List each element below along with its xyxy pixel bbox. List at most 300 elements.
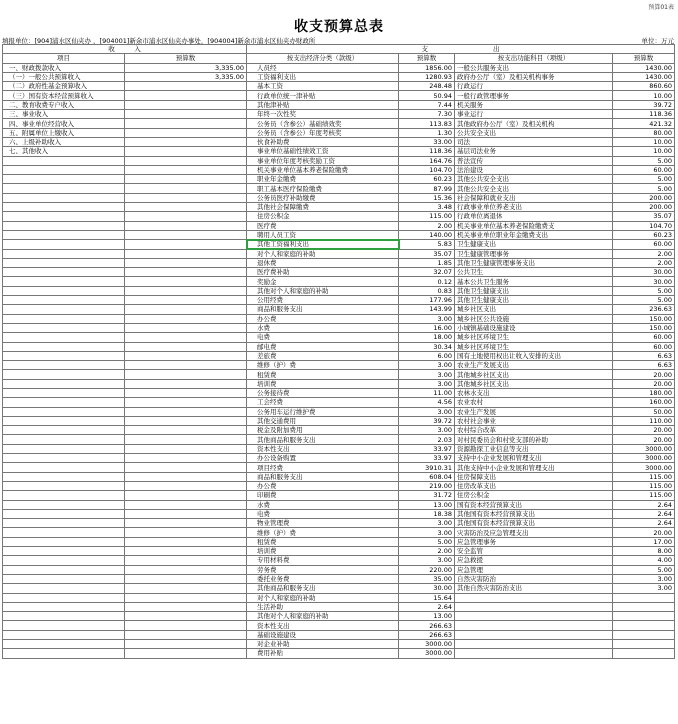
func-amount-cell[interactable]: 160.00	[613, 398, 675, 407]
income-amount-cell[interactable]	[125, 388, 247, 397]
func-item-cell[interactable]: 行政运行	[455, 82, 613, 91]
econ-amount-cell[interactable]: 7.44	[399, 100, 455, 109]
econ-item-cell[interactable]: 对企业补助	[247, 640, 399, 649]
income-amount-cell[interactable]	[125, 268, 247, 277]
func-amount-cell[interactable]	[613, 602, 675, 611]
econ-item-cell[interactable]: 医疗费补助	[247, 268, 399, 277]
income-amount-cell[interactable]	[125, 110, 247, 119]
econ-amount-cell[interactable]: 0.83	[399, 286, 455, 295]
income-item-cell[interactable]	[3, 574, 125, 583]
econ-item-cell[interactable]: 办公设备购置	[247, 454, 399, 463]
func-amount-cell[interactable]	[613, 640, 675, 649]
econ-item-cell[interactable]: 聘用人员工资	[247, 230, 399, 239]
income-amount-cell[interactable]	[125, 491, 247, 500]
econ-amount-cell[interactable]: 219.00	[399, 481, 455, 490]
income-amount-cell[interactable]	[125, 212, 247, 221]
income-amount-cell[interactable]	[125, 407, 247, 416]
income-amount-cell[interactable]	[125, 602, 247, 611]
income-amount-cell[interactable]	[125, 165, 247, 174]
econ-item-cell[interactable]: 其他对个人和家庭的补助	[247, 612, 399, 621]
income-item-cell[interactable]	[3, 342, 125, 351]
income-item-cell[interactable]	[3, 230, 125, 239]
func-item-cell[interactable]: 应急管理	[455, 565, 613, 574]
func-amount-cell[interactable]: 200.00	[613, 203, 675, 212]
econ-item-cell[interactable]: 对个人和家庭的补助	[247, 593, 399, 602]
func-amount-cell[interactable]: 150.00	[613, 323, 675, 332]
econ-item-cell[interactable]: 工资福利支出	[247, 72, 399, 81]
income-amount-cell[interactable]	[125, 351, 247, 360]
econ-item-cell[interactable]: 年终一次性奖	[247, 110, 399, 119]
econ-item-cell[interactable]: 人员经	[247, 63, 399, 72]
func-item-cell[interactable]: 公共卫生	[455, 268, 613, 277]
func-amount-cell[interactable]: 3.00	[613, 574, 675, 583]
func-amount-cell[interactable]: 60.23	[613, 230, 675, 239]
income-item-cell[interactable]	[3, 370, 125, 379]
econ-amount-cell[interactable]: 608.04	[399, 472, 455, 481]
income-amount-cell[interactable]	[125, 640, 247, 649]
func-amount-cell[interactable]: 8.00	[613, 547, 675, 556]
econ-amount-cell[interactable]: 50.94	[399, 91, 455, 100]
income-amount-cell[interactable]: 3,335.00	[125, 63, 247, 72]
econ-item-cell[interactable]: 公务员（含参公）基础绩效奖	[247, 119, 399, 128]
func-item-cell[interactable]: 其他公共安全支出	[455, 184, 613, 193]
econ-amount-cell[interactable]: 1.85	[399, 258, 455, 267]
econ-item-cell[interactable]: 对个人和家庭的补助	[247, 249, 399, 258]
func-item-cell[interactable]: 城乡社区环境卫生	[455, 342, 613, 351]
income-item-cell[interactable]	[3, 444, 125, 453]
func-item-cell[interactable]: 社会保障和就业支出	[455, 193, 613, 202]
econ-amount-cell[interactable]: 18.00	[399, 333, 455, 342]
func-item-cell[interactable]: 其他国有资本经营预算支出	[455, 519, 613, 528]
income-item-cell[interactable]	[3, 565, 125, 574]
func-amount-cell[interactable]	[613, 593, 675, 602]
func-amount-cell[interactable]: 2.64	[613, 519, 675, 528]
func-item-cell[interactable]: 农村综合改革	[455, 426, 613, 435]
func-item-cell[interactable]: 应急救援	[455, 556, 613, 565]
income-item-cell[interactable]	[3, 584, 125, 593]
income-amount-cell[interactable]	[125, 323, 247, 332]
func-item-cell[interactable]: 城乡社区公共设施	[455, 314, 613, 323]
func-amount-cell[interactable]	[613, 612, 675, 621]
func-amount-cell[interactable]: 17.00	[613, 537, 675, 546]
func-amount-cell[interactable]: 10.00	[613, 137, 675, 146]
econ-amount-cell[interactable]: 3.48	[399, 203, 455, 212]
income-amount-cell[interactable]	[125, 519, 247, 528]
func-item-cell[interactable]	[455, 621, 613, 630]
func-item-cell[interactable]: 农村社会事业	[455, 416, 613, 425]
func-item-cell[interactable]: 安全监管	[455, 547, 613, 556]
func-item-cell[interactable]: 基本公共卫生服务	[455, 277, 613, 286]
econ-amount-cell[interactable]: 113.83	[399, 119, 455, 128]
func-item-cell[interactable]: 其他国有资本经营预算支出	[455, 509, 613, 518]
func-item-cell[interactable]: 机关事业单位基本养老保险缴费支	[455, 221, 613, 230]
income-amount-cell[interactable]	[125, 584, 247, 593]
econ-amount-cell[interactable]: 266.63	[399, 630, 455, 639]
econ-item-cell[interactable]: 水费	[247, 500, 399, 509]
income-item-cell[interactable]	[3, 630, 125, 639]
func-item-cell[interactable]: 农业农村	[455, 398, 613, 407]
income-item-cell[interactable]	[3, 481, 125, 490]
income-amount-cell[interactable]	[125, 221, 247, 230]
econ-item-cell[interactable]: 公务用车运行维护费	[247, 407, 399, 416]
econ-amount-cell[interactable]: 143.99	[399, 305, 455, 314]
func-amount-cell[interactable]: 104.70	[613, 221, 675, 230]
income-amount-cell[interactable]	[125, 156, 247, 165]
econ-amount-cell[interactable]: 3.00	[399, 528, 455, 537]
econ-item-cell[interactable]: 费用补贴	[247, 649, 399, 658]
func-amount-cell[interactable]: 5.00	[613, 184, 675, 193]
income-amount-cell[interactable]	[125, 472, 247, 481]
income-amount-cell[interactable]	[125, 630, 247, 639]
econ-item-cell[interactable]: 其他商品和服务支出	[247, 584, 399, 593]
econ-amount-cell[interactable]: 31.72	[399, 491, 455, 500]
func-item-cell[interactable]: 其他卫生健康支出	[455, 286, 613, 295]
func-item-cell[interactable]: 其他城乡社区支出	[455, 370, 613, 379]
func-amount-cell[interactable]: 5.00	[613, 286, 675, 295]
income-item-cell[interactable]	[3, 221, 125, 230]
econ-amount-cell[interactable]: 0.12	[399, 277, 455, 286]
econ-amount-cell[interactable]: 3.00	[399, 361, 455, 370]
econ-amount-cell[interactable]: 39.72	[399, 416, 455, 425]
income-item-cell[interactable]	[3, 175, 125, 184]
econ-item-cell[interactable]: 工会经费	[247, 398, 399, 407]
func-amount-cell[interactable]: 5.00	[613, 156, 675, 165]
func-amount-cell[interactable]: 5.00	[613, 175, 675, 184]
income-item-cell[interactable]	[3, 323, 125, 332]
econ-amount-cell[interactable]: 6.00	[399, 351, 455, 360]
income-amount-cell[interactable]	[125, 203, 247, 212]
func-item-cell[interactable]: 普法宣传	[455, 156, 613, 165]
econ-item-cell[interactable]: 事业单位年度考核奖励工资	[247, 156, 399, 165]
income-item-cell[interactable]: 三、事业收入	[3, 110, 125, 119]
func-item-cell[interactable]	[455, 649, 613, 658]
econ-amount-cell[interactable]: 3910.31	[399, 463, 455, 472]
func-amount-cell[interactable]: 20.00	[613, 435, 675, 444]
econ-amount-cell[interactable]: 3.00	[399, 370, 455, 379]
func-item-cell[interactable]: 行政单位离退休	[455, 212, 613, 221]
income-item-cell[interactable]	[3, 491, 125, 500]
econ-amount-cell[interactable]: 3000.00	[399, 640, 455, 649]
income-item-cell[interactable]	[3, 258, 125, 267]
econ-amount-cell[interactable]: 7.30	[399, 110, 455, 119]
func-item-cell[interactable]: 一般公共服务支出	[455, 63, 613, 72]
income-item-cell[interactable]: （三）国有资本经营预算收入	[3, 91, 125, 100]
func-item-cell[interactable]: 资源勘探工业信息等支出	[455, 444, 613, 453]
econ-amount-cell[interactable]: 115.00	[399, 212, 455, 221]
econ-item-cell[interactable]: 维修（护）费	[247, 361, 399, 370]
income-amount-cell[interactable]	[125, 556, 247, 565]
econ-amount-cell[interactable]: 11.00	[399, 388, 455, 397]
econ-item-cell[interactable]: 公务员（含参公）年度考核奖	[247, 128, 399, 137]
income-item-cell[interactable]: 二、教育收费专户收入	[3, 100, 125, 109]
func-amount-cell[interactable]	[613, 621, 675, 630]
income-item-cell[interactable]	[3, 193, 125, 202]
econ-amount-cell[interactable]: 13.00	[399, 500, 455, 509]
econ-item-cell[interactable]: 伙食补助费	[247, 137, 399, 146]
func-amount-cell[interactable]	[613, 630, 675, 639]
func-item-cell[interactable]: 住房保障支出	[455, 472, 613, 481]
econ-item-cell[interactable]: 资本性支出	[247, 444, 399, 453]
income-item-cell[interactable]	[3, 156, 125, 165]
income-item-cell[interactable]: （一）一般公共预算收入	[3, 72, 125, 81]
income-amount-cell[interactable]	[125, 128, 247, 137]
func-amount-cell[interactable]: 60.00	[613, 342, 675, 351]
econ-amount-cell[interactable]: 5.83	[399, 240, 455, 249]
func-amount-cell[interactable]: 3.00	[613, 584, 675, 593]
econ-item-cell[interactable]: 奖励金	[247, 277, 399, 286]
income-amount-cell[interactable]	[125, 416, 247, 425]
func-item-cell[interactable]: 国有资本经营预算支出	[455, 500, 613, 509]
func-amount-cell[interactable]: 3000.00	[613, 454, 675, 463]
income-item-cell[interactable]	[3, 351, 125, 360]
econ-item-cell[interactable]: 其他商品和服务支出	[247, 435, 399, 444]
income-item-cell[interactable]	[3, 286, 125, 295]
income-amount-cell[interactable]	[125, 314, 247, 323]
income-item-cell[interactable]	[3, 556, 125, 565]
income-item-cell[interactable]	[3, 305, 125, 314]
econ-item-cell[interactable]: 其他对个人和家庭的补助	[247, 286, 399, 295]
income-item-cell[interactable]	[3, 509, 125, 518]
income-amount-cell[interactable]	[125, 119, 247, 128]
econ-amount-cell[interactable]: 3.00	[399, 556, 455, 565]
func-item-cell[interactable]: 农业生产发展	[455, 407, 613, 416]
func-amount-cell[interactable]: 2.00	[613, 249, 675, 258]
income-amount-cell[interactable]	[125, 296, 247, 305]
econ-amount-cell[interactable]: 35.00	[399, 574, 455, 583]
income-amount-cell[interactable]	[125, 379, 247, 388]
income-item-cell[interactable]: 五、附属单位上缴收入	[3, 128, 125, 137]
income-amount-cell[interactable]	[125, 481, 247, 490]
income-item-cell[interactable]	[3, 203, 125, 212]
econ-item-cell[interactable]: 其他社会保障缴费	[247, 203, 399, 212]
income-amount-cell[interactable]	[125, 286, 247, 295]
func-item-cell[interactable]	[455, 593, 613, 602]
func-amount-cell[interactable]: 110.00	[613, 416, 675, 425]
econ-amount-cell[interactable]: 4.56	[399, 398, 455, 407]
income-amount-cell[interactable]: 3,335.00	[125, 72, 247, 81]
econ-item-cell[interactable]: 维修（护）费	[247, 528, 399, 537]
func-item-cell[interactable]: 其他政府办公厅（室）及相关机构	[455, 119, 613, 128]
econ-item-cell[interactable]: 其他津补贴	[247, 100, 399, 109]
income-item-cell[interactable]	[3, 296, 125, 305]
func-amount-cell[interactable]: 115.00	[613, 472, 675, 481]
econ-item-cell[interactable]: 税金及附加费用	[247, 426, 399, 435]
func-item-cell[interactable]: 对村民委员会和村党支部的补助	[455, 435, 613, 444]
income-item-cell[interactable]	[3, 388, 125, 397]
income-item-cell[interactable]	[3, 649, 125, 658]
econ-item-cell[interactable]: 生活补助	[247, 602, 399, 611]
income-item-cell[interactable]	[3, 314, 125, 323]
econ-amount-cell[interactable]: 2.00	[399, 221, 455, 230]
func-amount-cell[interactable]: 3000.00	[613, 444, 675, 453]
income-item-cell[interactable]	[3, 361, 125, 370]
econ-amount-cell[interactable]: 140.00	[399, 230, 455, 239]
func-amount-cell[interactable]: 20.00	[613, 426, 675, 435]
income-amount-cell[interactable]	[125, 444, 247, 453]
income-amount-cell[interactable]	[125, 426, 247, 435]
func-amount-cell[interactable]: 10.00	[613, 147, 675, 156]
func-amount-cell[interactable]: 6.63	[613, 361, 675, 370]
func-amount-cell[interactable]: 20.00	[613, 379, 675, 388]
econ-amount-cell[interactable]: 32.07	[399, 268, 455, 277]
func-amount-cell[interactable]: 860.60	[613, 82, 675, 91]
econ-item-cell[interactable]: 培训费	[247, 379, 399, 388]
econ-amount-cell[interactable]: 33.97	[399, 454, 455, 463]
func-amount-cell[interactable]: 10.00	[613, 91, 675, 100]
func-item-cell[interactable]: 农林水支出	[455, 388, 613, 397]
income-item-cell[interactable]	[3, 621, 125, 630]
func-item-cell[interactable]: 其他公共安全支出	[455, 175, 613, 184]
econ-amount-cell[interactable]: 2.03	[399, 435, 455, 444]
econ-item-cell[interactable]: 劳务费	[247, 565, 399, 574]
func-item-cell[interactable]: 国有土地使用权出让收入安排的支出	[455, 351, 613, 360]
income-amount-cell[interactable]	[125, 463, 247, 472]
income-amount-cell[interactable]	[125, 137, 247, 146]
func-item-cell[interactable]: 应急管理事务	[455, 537, 613, 546]
econ-item-cell[interactable]: 电费	[247, 509, 399, 518]
income-amount-cell[interactable]	[125, 277, 247, 286]
func-amount-cell[interactable]: 60.00	[613, 165, 675, 174]
econ-amount-cell[interactable]: 1.30	[399, 128, 455, 137]
econ-item-cell[interactable]: 项目经费	[247, 463, 399, 472]
econ-amount-cell[interactable]: 164.76	[399, 156, 455, 165]
income-item-cell[interactable]	[3, 379, 125, 388]
econ-item-cell[interactable]: 邮电费	[247, 342, 399, 351]
func-amount-cell[interactable]: 2.64	[613, 500, 675, 509]
income-item-cell[interactable]	[3, 165, 125, 174]
income-item-cell[interactable]	[3, 472, 125, 481]
func-item-cell[interactable]	[455, 640, 613, 649]
econ-item-cell[interactable]: 商品和服务支出	[247, 472, 399, 481]
econ-item-cell[interactable]: 差旅费	[247, 351, 399, 360]
income-item-cell[interactable]	[3, 268, 125, 277]
econ-amount-cell[interactable]: 3.00	[399, 519, 455, 528]
econ-item-cell[interactable]: 公务员医疗补助缴费	[247, 193, 399, 202]
econ-item-cell[interactable]: 专用材料费	[247, 556, 399, 565]
econ-amount-cell[interactable]: 104.70	[399, 165, 455, 174]
income-item-cell[interactable]	[3, 463, 125, 472]
econ-item-cell[interactable]: 委托业务费	[247, 574, 399, 583]
income-amount-cell[interactable]	[125, 91, 247, 100]
econ-amount-cell[interactable]: 3.00	[399, 379, 455, 388]
econ-item-cell[interactable]: 职工基本医疗保险缴费	[247, 184, 399, 193]
income-amount-cell[interactable]	[125, 361, 247, 370]
econ-amount-cell[interactable]: 15.64	[399, 593, 455, 602]
econ-item-cell[interactable]: 电费	[247, 333, 399, 342]
func-amount-cell[interactable]: 150.00	[613, 314, 675, 323]
func-item-cell[interactable]: 政府办公厅（室）及相关机构事务	[455, 72, 613, 81]
income-amount-cell[interactable]	[125, 528, 247, 537]
income-amount-cell[interactable]	[125, 184, 247, 193]
func-item-cell[interactable]: 城乡社区支出	[455, 305, 613, 314]
income-amount-cell[interactable]	[125, 333, 247, 342]
econ-item-cell[interactable]: 资本性支出	[247, 621, 399, 630]
econ-item-cell[interactable]: 行政单位统一津补贴	[247, 91, 399, 100]
func-item-cell[interactable]: 住房改革支出	[455, 481, 613, 490]
func-amount-cell[interactable]: 2.00	[613, 258, 675, 267]
func-amount-cell[interactable]: 1430.00	[613, 63, 675, 72]
func-amount-cell[interactable]: 2.64	[613, 509, 675, 518]
func-item-cell[interactable]: 卫生健康支出	[455, 240, 613, 249]
income-item-cell[interactable]	[3, 435, 125, 444]
income-amount-cell[interactable]	[125, 305, 247, 314]
econ-amount-cell[interactable]: 220.00	[399, 565, 455, 574]
econ-amount-cell[interactable]: 15.36	[399, 193, 455, 202]
func-amount-cell[interactable]: 115.00	[613, 481, 675, 490]
func-amount-cell[interactable]: 115.00	[613, 491, 675, 500]
econ-item-cell[interactable]: 租赁费	[247, 537, 399, 546]
econ-item-cell[interactable]: 印刷费	[247, 491, 399, 500]
income-amount-cell[interactable]	[125, 249, 247, 258]
econ-amount-cell[interactable]: 18.38	[399, 509, 455, 518]
func-item-cell[interactable]: 卫生健康管理事务	[455, 249, 613, 258]
func-item-cell[interactable]: 其他卫生健康管理事务支出	[455, 258, 613, 267]
income-amount-cell[interactable]	[125, 100, 247, 109]
income-amount-cell[interactable]	[125, 621, 247, 630]
econ-amount-cell[interactable]: 177.96	[399, 296, 455, 305]
income-item-cell[interactable]	[3, 593, 125, 602]
func-item-cell[interactable]: 支持中小企业发展和管理支出	[455, 454, 613, 463]
income-item-cell[interactable]: 六、上级补助收入	[3, 137, 125, 146]
func-amount-cell[interactable]: 60.00	[613, 333, 675, 342]
func-amount-cell[interactable]: 5.00	[613, 565, 675, 574]
func-amount-cell[interactable]: 20.00	[613, 370, 675, 379]
func-item-cell[interactable]: 小城镇基础设施建设	[455, 323, 613, 332]
func-amount-cell[interactable]: 39.72	[613, 100, 675, 109]
func-amount-cell[interactable]: 20.00	[613, 528, 675, 537]
econ-item-cell[interactable]: 物业管理费	[247, 519, 399, 528]
income-item-cell[interactable]	[3, 547, 125, 556]
income-amount-cell[interactable]	[125, 593, 247, 602]
income-amount-cell[interactable]	[125, 547, 247, 556]
func-amount-cell[interactable]: 35.07	[613, 212, 675, 221]
income-amount-cell[interactable]	[125, 398, 247, 407]
func-item-cell[interactable]: 其他支持中小企业发展和管理支出	[455, 463, 613, 472]
income-amount-cell[interactable]	[125, 612, 247, 621]
func-item-cell[interactable]: 住房公积金	[455, 491, 613, 500]
econ-amount-cell[interactable]: 1280.93	[399, 72, 455, 81]
income-amount-cell[interactable]	[125, 509, 247, 518]
econ-amount-cell[interactable]: 35.07	[399, 249, 455, 258]
income-item-cell[interactable]	[3, 249, 125, 258]
func-amount-cell[interactable]: 60.00	[613, 240, 675, 249]
func-amount-cell[interactable]: 5.00	[613, 296, 675, 305]
func-amount-cell[interactable]: 180.00	[613, 388, 675, 397]
func-amount-cell[interactable]: 6.63	[613, 351, 675, 360]
econ-item-cell[interactable]: 培训费	[247, 547, 399, 556]
econ-item-cell[interactable]: 职业年金缴费	[247, 175, 399, 184]
income-item-cell[interactable]	[3, 500, 125, 509]
econ-amount-cell[interactable]: 87.99	[399, 184, 455, 193]
func-item-cell[interactable]: 法治建设	[455, 165, 613, 174]
econ-amount-cell[interactable]: 33.97	[399, 444, 455, 453]
income-amount-cell[interactable]	[125, 454, 247, 463]
income-item-cell[interactable]	[3, 612, 125, 621]
econ-item-cell[interactable]: 办公费	[247, 481, 399, 490]
income-item-cell[interactable]	[3, 519, 125, 528]
income-amount-cell[interactable]	[125, 82, 247, 91]
income-item-cell[interactable]	[3, 528, 125, 537]
func-amount-cell[interactable]: 421.32	[613, 119, 675, 128]
econ-item-cell[interactable]: 基础设施建设	[247, 630, 399, 639]
income-amount-cell[interactable]	[125, 565, 247, 574]
income-item-cell[interactable]: 一、财政拨款收入	[3, 63, 125, 72]
func-item-cell[interactable]: 司法	[455, 137, 613, 146]
econ-amount-cell[interactable]: 2.64	[399, 602, 455, 611]
func-amount-cell[interactable]: 3000.00	[613, 463, 675, 472]
func-item-cell[interactable]	[455, 612, 613, 621]
income-item-cell[interactable]	[3, 426, 125, 435]
